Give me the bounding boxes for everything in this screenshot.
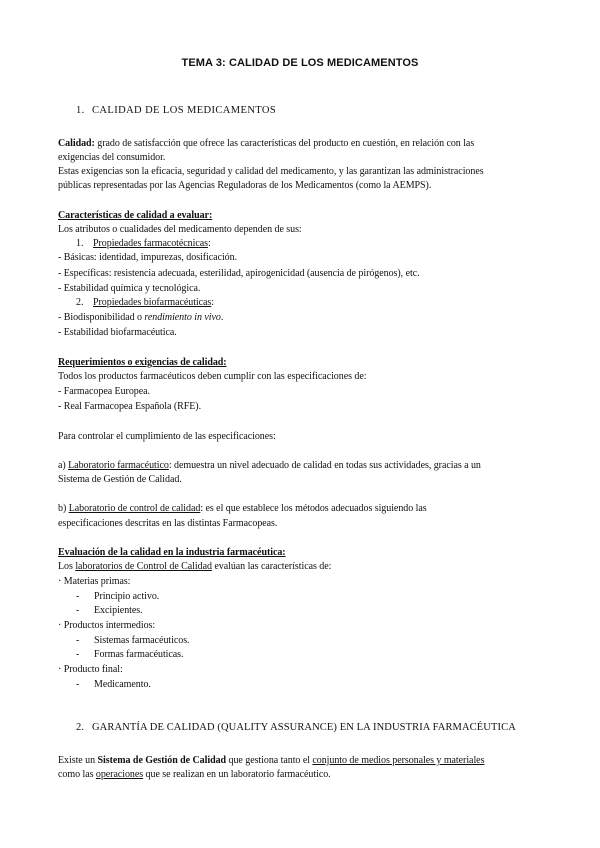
caracteristicas-heading: Características de calidad a evaluar:	[58, 210, 213, 221]
evaluacion-group-1-item-2	[76, 604, 143, 617]
evaluacion-intro	[58, 560, 331, 573]
control-a-prefix: a)	[58, 460, 69, 471]
caracteristicas-item-3: - Estabilidad química y tecnológica.	[58, 283, 201, 294]
evaluacion-group-2: · Productos intermedios:	[58, 620, 156, 631]
dash-bullet: -	[76, 649, 80, 660]
item-4-italic: rendimiento in vivo	[144, 312, 221, 323]
requerimientos-item-2: - Real Farmacopea Española (RFE).	[58, 401, 202, 412]
dash-bullet: -	[76, 635, 80, 646]
calidad-term: Calidad:	[58, 138, 95, 149]
list-2-number: 2.	[76, 297, 84, 308]
item-4-prefix: - Biodisponibilidad o	[58, 312, 145, 323]
dash-bullet: -	[76, 605, 80, 616]
list-2-label: Propiedades biofarmacéuticas	[93, 297, 212, 308]
section-1-title: CALIDAD DE LOS MEDICAMENTOS	[92, 105, 277, 116]
section-2-paragraph-line-2	[58, 768, 331, 781]
evaluacion-group-2-item-2	[76, 648, 183, 661]
section-2-title: GARANTÍA DE CALIDAD (QUALITY ASSURANCE) EN LA INDUSTRIA FARMACÉUTICA	[92, 722, 516, 733]
list-2-suffix: :	[211, 297, 215, 308]
control-b-label: Laboratorio de control de calidad	[68, 503, 201, 514]
section-2-p-mid: que gestiona tanto el	[226, 755, 313, 766]
document-title: TEMA 3: CALIDAD DE LOS MEDICAMENTOS	[181, 57, 419, 69]
evaluacion-intro-link: laboratorios de Control de Calidad	[75, 561, 212, 572]
calidad-paragraph-line-1	[58, 137, 474, 150]
list-1-suffix: :	[207, 238, 211, 249]
section-2-paragraph-line-1	[58, 754, 484, 767]
evaluacion-group-1-item-1	[76, 590, 159, 603]
evaluacion-group-3: · Producto final:	[58, 664, 123, 675]
exigencias-line-1: Estas exigencias son la eficacia, seguridad y calidad del medicamento, y las garantizan las administraciones	[58, 166, 484, 177]
evaluacion-intro-prefix: Los	[58, 561, 76, 572]
caracteristicas-intro: Los atributos o cualidades del medicamento dependen de sus:	[58, 224, 302, 235]
dash-bullet: -	[76, 679, 80, 690]
requerimientos-intro: Todos los productos farmacéuticos deben cumplir con las especificaciones de:	[58, 371, 367, 382]
control-a-line-2: Sistema de Gestión de Calidad.	[58, 474, 182, 485]
section-2-p2-suffix: que se realizan en un laboratorio farmacéutico.	[143, 769, 331, 780]
list-item-text: Formas farmacéuticas.	[94, 649, 184, 660]
section-2-heading	[76, 722, 516, 733]
section-2-p-underline-1: conjunto de medios personales y materiales	[312, 755, 485, 766]
control-a-line-1	[58, 459, 481, 472]
control-intro: Para controlar el cumplimiento de las especificaciones:	[58, 431, 276, 442]
list-item-text: Principio activo.	[94, 591, 160, 602]
section-2-p2-prefix: como las	[58, 769, 96, 780]
control-b-prefix: b)	[58, 503, 69, 514]
section-2-p2-underline: operaciones	[95, 769, 144, 780]
calidad-definition-2: exigencias del consumidor.	[58, 152, 166, 163]
control-a-text-1: : demuestra un nivel adecuado de calidad en todas sus actividades, gracias a un	[168, 460, 481, 471]
caracteristicas-list-1	[76, 237, 211, 250]
section-1-heading	[76, 105, 276, 116]
requerimientos-heading: Requerimientos o exigencias de calidad:	[58, 357, 227, 368]
caracteristicas-list-2	[76, 296, 214, 309]
control-b-line-1	[58, 502, 427, 515]
requerimientos-item-1: - Farmacopea Europea.	[58, 386, 150, 397]
evaluacion-intro-suffix: evalúan las características de:	[211, 561, 332, 572]
item-4-suffix: .	[220, 312, 224, 323]
list-item-text: Excipientes.	[94, 605, 143, 616]
caracteristicas-item-5: - Estabilidad biofarmacéutica.	[58, 327, 177, 338]
section-2-number: 2.	[76, 722, 85, 733]
control-b-line-2: especificaciones descritas en las distintas Farmacopeas.	[58, 518, 278, 529]
list-item-text: Medicamento.	[94, 679, 151, 690]
section-2-p-prefix: Existe un	[58, 755, 98, 766]
dash-bullet: -	[76, 591, 80, 602]
list-item-text: Sistemas farmacéuticos.	[94, 635, 190, 646]
caracteristicas-item-1: - Básicas: identidad, impurezas, dosificación.	[58, 252, 238, 263]
calidad-definition-1: grado de satisfacción que ofrece las características del producto en cuestión, en relación con las	[94, 138, 475, 149]
caracteristicas-item-2: - Específicas: resistencia adecuada, esterilidad, apirogenicidad (ausencia de pirógenos), etc.	[58, 268, 420, 279]
exigencias-line-2: públicas representadas por las Agencias Reguladoras de los Medicamentos (como la AEMPS).	[58, 180, 432, 191]
control-a-label: Laboratorio farmacéutico	[68, 460, 169, 471]
evaluacion-heading: Evaluación de la calidad en la industria farmacéutica:	[58, 547, 286, 558]
control-b-text-1: : es el que establece los métodos adecuados siguiendo las	[200, 503, 427, 514]
section-1-number: 1.	[76, 105, 85, 116]
evaluacion-group-2-item-1	[76, 634, 190, 647]
list-1-number: 1.	[76, 238, 84, 249]
evaluacion-group-1: · Materias primas:	[58, 576, 131, 587]
caracteristicas-item-4	[58, 311, 223, 324]
list-1-label: Propiedades farmacotécnicas	[93, 238, 208, 249]
section-2-p-bold: Sistema de Gestión de Calidad	[97, 755, 227, 766]
evaluacion-group-3-item-1	[76, 678, 151, 691]
